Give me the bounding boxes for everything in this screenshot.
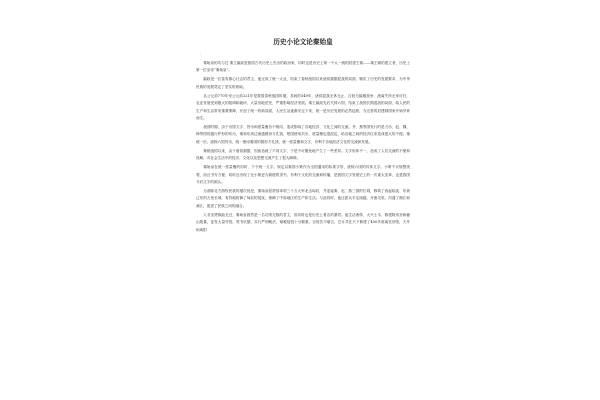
- paragraph: 从公元前770年至公元前221年是我国春秋战国时期，其间的549年，诸侯混战无休无止，百姓为躲避战争、流离失所无家可归，农业发展受到极大的阻碍和破坏，大量田地荒芜，严重影响经济发展。秦王嬴政先后灭掉六国，结束了战国长期混战的局面，给人民的生产和生活带来重要保障，开创了统一的新局面，人民生活逐渐安定下来，统一是历史发展的必然趋势，为完善的封建制国家开始孕育而生。: [196, 93, 410, 121]
- paragraph: 嬴政是一位富有雄心壮志的君主，他完成了统一大业，结束了春秋战国以来诸侯割据混战的局面，顺应了历史的发展要求，为中华民族的发展奠定了坚实的基础。: [196, 77, 410, 89]
- paragraph: 秦统战国以来，由于诸侯割据，因而造就了不同文字，于是不可避免地产生了一些差异。文字形体不一，造成了人们交流的不便和误解，对社会生活中的经济、文化以及思想交流产生了很大障碍。: [196, 148, 410, 161]
- document-title: 历史小论文论秦始皇: [273, 38, 333, 46]
- paragraph: 秦始皇的功与过 秦王嬴政是我国古代历史上杰出的政治家，同时也是历史上第一个大一统的封建王朝——秦王朝的建立者，历史上第一位皇帝“秦始皇”。: [196, 61, 410, 73]
- paragraph: 人非圣贤孰能无过，秦始皇固然是一名功绩无数的君主，但同时也是历史上著名的暴君。他生活奢侈，大兴土木，修建阿房宫和骊山陵墓，征发大量劳役，焚书坑儒，实行严刑峻法，赋税徭役十分繁重，百姓苦不堪言，总计共在天下修建了400多座离宫别馆，天外和咸阳: [196, 212, 410, 232]
- paragraph: 为消除北方游牧民族的屡次侵犯，秦始皇派蒙恬率领三十万大军北击匈奴，并连接秦、赵、燕三国的长城，修筑了西起临洮、东到辽东的万里长城，有效地防御了匈奴的侵扰，保障了中原地区的生产和生活。与此同时，他还派兵平定南越，开凿灵渠，沟通了湘江和漓江，促进了民族之间的融合。: [196, 189, 410, 208]
- cursor-marker: ·: [200, 52, 202, 57]
- paragraph: 秦始皇在统一度量衡的同时，下令统一文字。规定以秦国小篆作为全国通用的标准字形，废除六国的异体文字。小篆不仅规整美观，而且书写方便，同时还出现了比小篆更为简便的隶书，有利于文化的交流和传播，是我国文字发展史上的一次重大变革，也是我国今后文字的源头。: [196, 165, 410, 185]
- document-body: [196, 38, 410, 236]
- paragraph: 战国时期，由于各国文字、货币和度量衡各不相同，造成影响了各地经济、文化之间的交流。齐、燕等国发行的是刀币，赵、魏、韩等国则通行铲形的布币，秦和东周边流通圆形方孔钱，楚国使用贝币，度量衡也很混乱，给各地之间的经济往来造成很大的不便。秦统一后，废除六国货币，统一使用秦国的圆形方孔钱，统一度量衡和文字，有利于各地经济文化的交流和发展。: [196, 125, 410, 144]
